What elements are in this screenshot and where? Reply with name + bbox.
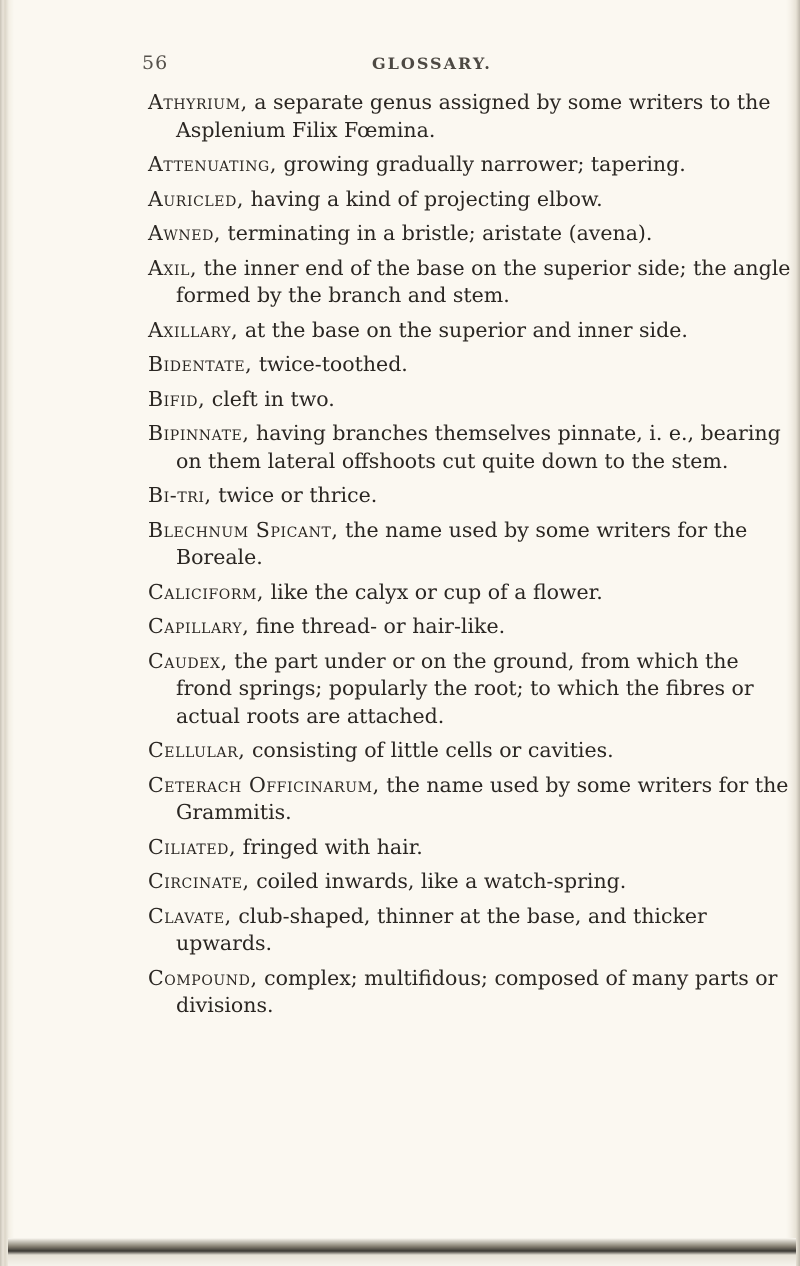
glossary-term: Awned, xyxy=(148,221,222,245)
glossary-term: Caliciform, xyxy=(148,579,265,604)
glossary-term: Axillary, xyxy=(148,317,239,342)
glossary-entry xyxy=(148,517,796,572)
glossary-term: Capillary, xyxy=(148,614,250,638)
glossary-term: Auricled, xyxy=(148,186,245,211)
glossary-term: Attenuating, xyxy=(148,152,277,176)
glossary-entry xyxy=(148,482,796,510)
glossary-definition: fine thread- or hair-like. xyxy=(255,614,506,638)
glossary-entry xyxy=(148,151,796,179)
glossary-entry xyxy=(148,386,796,414)
glossary-definition: terminating in a bristle; aristate (avena). xyxy=(227,221,653,245)
glossary-term: Ciliated, xyxy=(148,834,237,859)
glossary-definition: the name used by some writers for the Boreale. xyxy=(176,517,748,569)
glossary-term: Axil, xyxy=(148,255,198,280)
glossary-entry xyxy=(148,186,796,214)
glossary-definition: at the base on the superior and inner side. xyxy=(244,317,688,342)
glossary-entry xyxy=(148,834,796,862)
page-number: 56 xyxy=(142,52,169,74)
glossary-entries xyxy=(148,89,796,1027)
glossary-term: Cellular, xyxy=(148,738,246,762)
glossary-entry xyxy=(148,255,796,310)
glossary-entry xyxy=(148,965,796,1020)
glossary-definition: having branches themselves pinnate, i. e., bearing on them lateral offshoots cut quite down to the stem. xyxy=(176,421,781,473)
glossary-term: Ceterach Officinarum, xyxy=(148,772,380,797)
glossary-entry xyxy=(148,772,796,827)
glossary-term: Blechnum Spicant, xyxy=(148,517,339,542)
glossary-definition: cleft in two. xyxy=(211,386,335,411)
glossary-entry xyxy=(148,351,796,379)
glossary-definition: twice-toothed. xyxy=(258,352,408,376)
glossary-definition: consisting of little cells or cavities. xyxy=(251,738,614,762)
glossary-term: Circinate, xyxy=(148,869,250,893)
glossary-term: Athyrium, xyxy=(148,90,248,114)
glossary-definition: like the calyx or cup of a flower. xyxy=(270,579,603,604)
glossary-definition: complex; multifidous; composed of many parts or divisions. xyxy=(176,965,778,1017)
page-gutter-edge xyxy=(0,0,14,1266)
glossary-definition: fringed with hair. xyxy=(242,834,423,859)
glossary-definition: club-shaped, thinner at the base, and thicker upwards. xyxy=(176,903,707,955)
glossary-definition: a separate genus assigned by some writers to the Asplenium Filix Fœmina. xyxy=(176,90,771,142)
glossary-term: Bi-tri, xyxy=(148,483,212,507)
glossary-definition: the part under or on the ground, from which the frond springs; popularly the root; to which the fibres or actual roots are attached. xyxy=(176,648,754,728)
glossary-term: Compound, xyxy=(148,965,258,990)
glossary-definition: twice or thrice. xyxy=(218,483,378,507)
glossary-entry xyxy=(148,737,796,765)
glossary-entry xyxy=(148,420,796,475)
page-header xyxy=(0,52,800,78)
glossary-entry xyxy=(148,868,796,896)
glossary-entry xyxy=(148,220,796,248)
glossary-definition: the inner end of the base on the superior side; the angle formed by the branch and stem. xyxy=(176,255,791,307)
glossary-entry xyxy=(148,317,796,345)
glossary-entry xyxy=(148,613,796,641)
glossary-entry xyxy=(148,89,796,144)
glossary-term: Bifid, xyxy=(148,386,206,411)
glossary-term: Caudex, xyxy=(148,648,228,673)
glossary-definition: having a kind of projecting elbow. xyxy=(250,186,603,211)
glossary-entry xyxy=(148,903,796,958)
glossary-definition: growing gradually narrower; tapering. xyxy=(283,152,686,176)
glossary-entry xyxy=(148,579,796,607)
glossary-term: Bidentate, xyxy=(148,352,253,376)
glossary-entry xyxy=(148,648,796,731)
glossary-definition: coiled inwards, like a watch-spring. xyxy=(256,869,627,893)
glossary-definition: the name used by some writers for the Grammitis. xyxy=(176,772,789,824)
glossary-term: Bipinnate, xyxy=(148,421,250,445)
page-bottom-edge xyxy=(8,1238,796,1266)
glossary-term: Clavate, xyxy=(148,903,232,928)
running-head: GLOSSARY. xyxy=(372,54,492,73)
